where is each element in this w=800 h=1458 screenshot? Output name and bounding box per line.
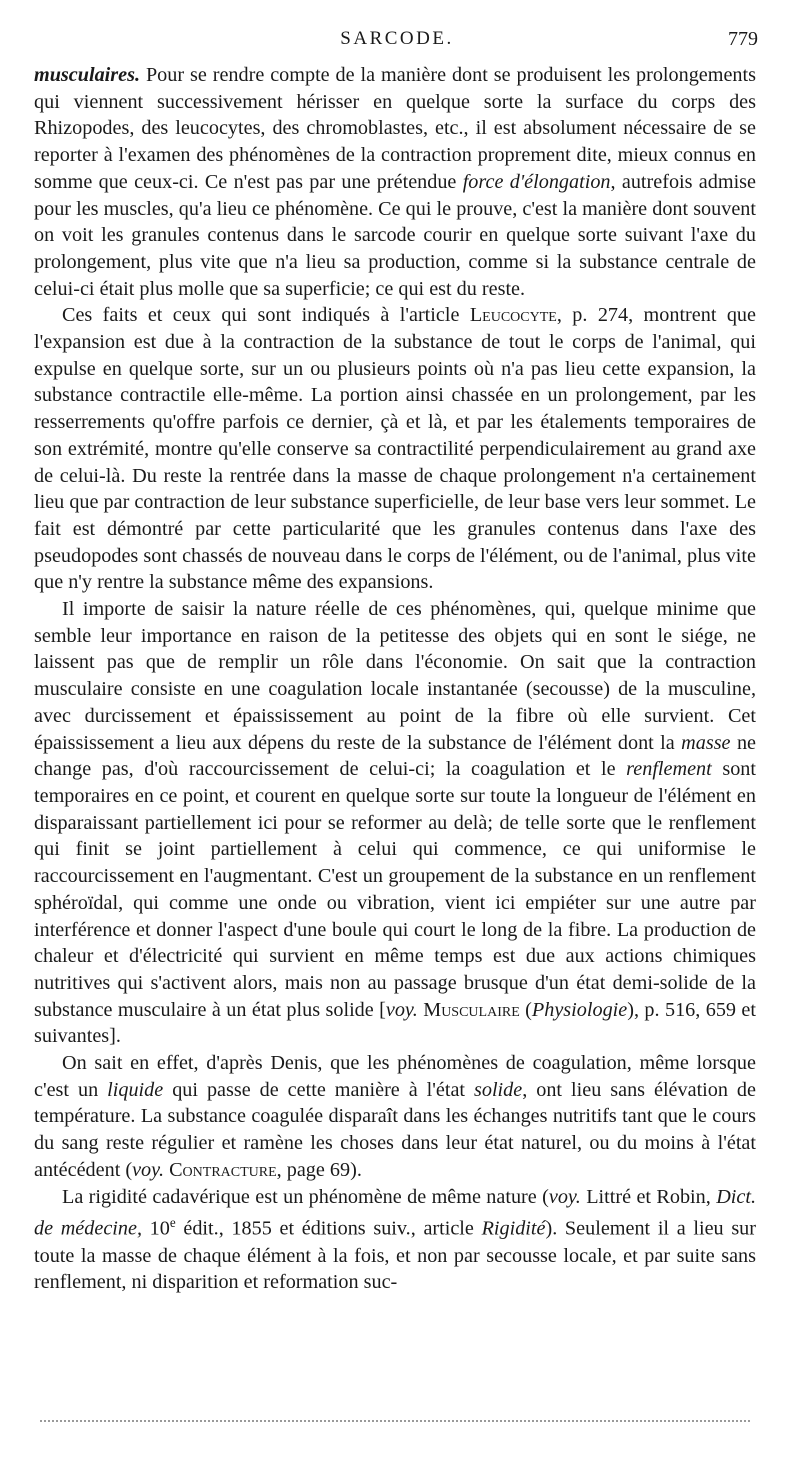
text-run: , ont lieu sans élévation de température. La substance coagulée disparaît dans les échanges nutritifs tant que le cours du sang reste régulier et ramène les choses dans leur état naturel, ou du moins à l'état antécédent ( — [34, 1078, 756, 1181]
body-text — [34, 62, 756, 1296]
text-run: Dict. de médecine, — [34, 1185, 757, 1240]
text-run: Ces faits et ceux qui sont indiqués à l'article — [62, 304, 470, 327]
text-run: , page 69). — [276, 1158, 362, 1181]
text-run: voy. — [385, 998, 418, 1021]
text-run: Il importe de saisir la nature réelle de ces phénomènes, qui, quelque minime que semble leur importance en raison de la petitesse des objets qui en sont le siége, ne laissent pas que de remplir un rôle dans l'économie. On sait que la contraction musculaire consiste en une coagulation locale instantanée (secousse) de la musculine, avec durcissement et épaississement au point de la fibre où elle survient. Cet épaississement a lieu aux dépens du reste de la substance de l'élément dont la — [34, 598, 756, 754]
text-run: Littré et Robin, — [580, 1185, 717, 1208]
text-run: voy. — [548, 1185, 581, 1208]
text-run: musculaires. — [34, 64, 141, 86]
paragraph — [34, 1184, 756, 1297]
paragraph — [34, 302, 756, 596]
text-run: édit., 1855 et éditions suiv., article — [175, 1217, 482, 1240]
text-run: e — [169, 1215, 176, 1231]
text-run: Pour se rendre compte de la manière dont se produisent les prolongements qui viennent successivement hérisser en quelque sorte la surface du corps des Rhizopodes, des leucocytes, des chromoblastes, etc., il est absolument nécessaire de se reporter à l'examen des phénomènes de la contraction proprement dite, mieux connus en somme que ceux-ci. Ce n'est pas par une prétendue — [34, 64, 756, 193]
text-run: La rigidité cadavérique est un phénomène de même nature ( — [62, 1185, 549, 1208]
text-run: ), p. 516, 659 et suivantes]. — [34, 998, 757, 1048]
text-run: voy. — [132, 1158, 165, 1181]
text-run: , autrefois admise pour les muscles, qu'a lieu ce phénomène. Ce qui le prouve, c'est la manière dont souvent on voit les granules contenus dans le sarcode courir en quelque sorte suivant l'axe du prolongement, plus vite que n'a lieu sa production, comme si la substance centrale de celui-ci était plus molle que sa superficie; ce qui est du reste. — [34, 170, 756, 300]
text-run: masse — [681, 731, 731, 754]
paragraph — [34, 62, 756, 302]
text-run: Musculaire — [423, 998, 520, 1021]
text-run: 10 — [142, 1217, 170, 1240]
text-run: solide — [474, 1078, 523, 1101]
text-run: ). Seulement il a lieu sur toute la masse de chaque élément à la fois, et non par secousse locale, et par suite sans renflement, ni disparition et reformation suc- — [34, 1217, 756, 1294]
text-run: Rigidité — [481, 1217, 546, 1240]
text-run: renflement — [626, 758, 712, 781]
text-run: ( — [519, 998, 532, 1021]
paragraph — [34, 596, 756, 1050]
text-run: qui passe de cette manière à l'état — [163, 1078, 474, 1101]
text-run: Leucocyte — [469, 304, 557, 327]
text-run: Physiologie — [531, 998, 628, 1021]
text-run: liquide — [107, 1078, 164, 1101]
text-run: On sait en effet, d'après Denis, que les phénomènes de coagulation, même lorsque c'est un — [34, 1052, 756, 1101]
text-run: ne change pas, d'où raccourcissement de celui-ci; la coagulation et le — [34, 731, 756, 781]
page-number: 779 — [728, 28, 758, 50]
running-title: SARCODE. — [340, 28, 454, 49]
text-run: sont temporaires en ce point, et courent en quelque sorte sur toute la longueur de l'élément en disparaissant partiellement ici pour se reformer au delà; de telle sorte que le renflement qui finit se joint partiellement à celui qui commence, ce qui uniformise le raccourcissement en l'augmentant. C'est un groupement de la substance en un renflement sphéroïdal, qui comme une onde ou vibration, vient ici empiéter sur une autre par interférence et donner l'aspect d'une boule qui court le long de la fibre. La production de chaleur et d'électricité qui survient en même temps est due aux actions chimiques nutritives qui s'activent alors, mais non au passage brusque d'un état demi-solide de la substance musculaire à un état plus solide [ — [34, 758, 756, 1021]
text-run: , p. 274, montrent que l'expansion est due à la contraction de la substance de tout le corps de l'animal, qui expulse en quelque sorte, sur un ou plusieurs points où n'a pas lieu cette expansion, la substance contractile elle-même. La portion ainsi chassée en un prolongement, par les resserrements qu'offre parfois ce dernier, çà et là, et par les étalements temporaires de son extrémité, montre qu'elle conserve sa contractilité perpendiculairement au grand axe de celui-là. Du reste la rentrée dans la masse de chaque prolongement n'a certainement lieu que par contraction de leur substance superficielle, de leur base vers leur sommet. Le fait est démontré par cette particularité que les granules contenus dans l'axe des pseudopodes sont chassés de nouveau dans le corps de l'élément, ou de l'animal, plus vite que n'y rentre la substance même des expansions. — [34, 304, 756, 594]
paragraph — [34, 1050, 756, 1184]
page-header — [36, 28, 758, 52]
text-run: Contracture — [169, 1158, 277, 1181]
footer-dotted-rule — [40, 1420, 750, 1422]
text-run: force d'élongation — [462, 170, 611, 193]
